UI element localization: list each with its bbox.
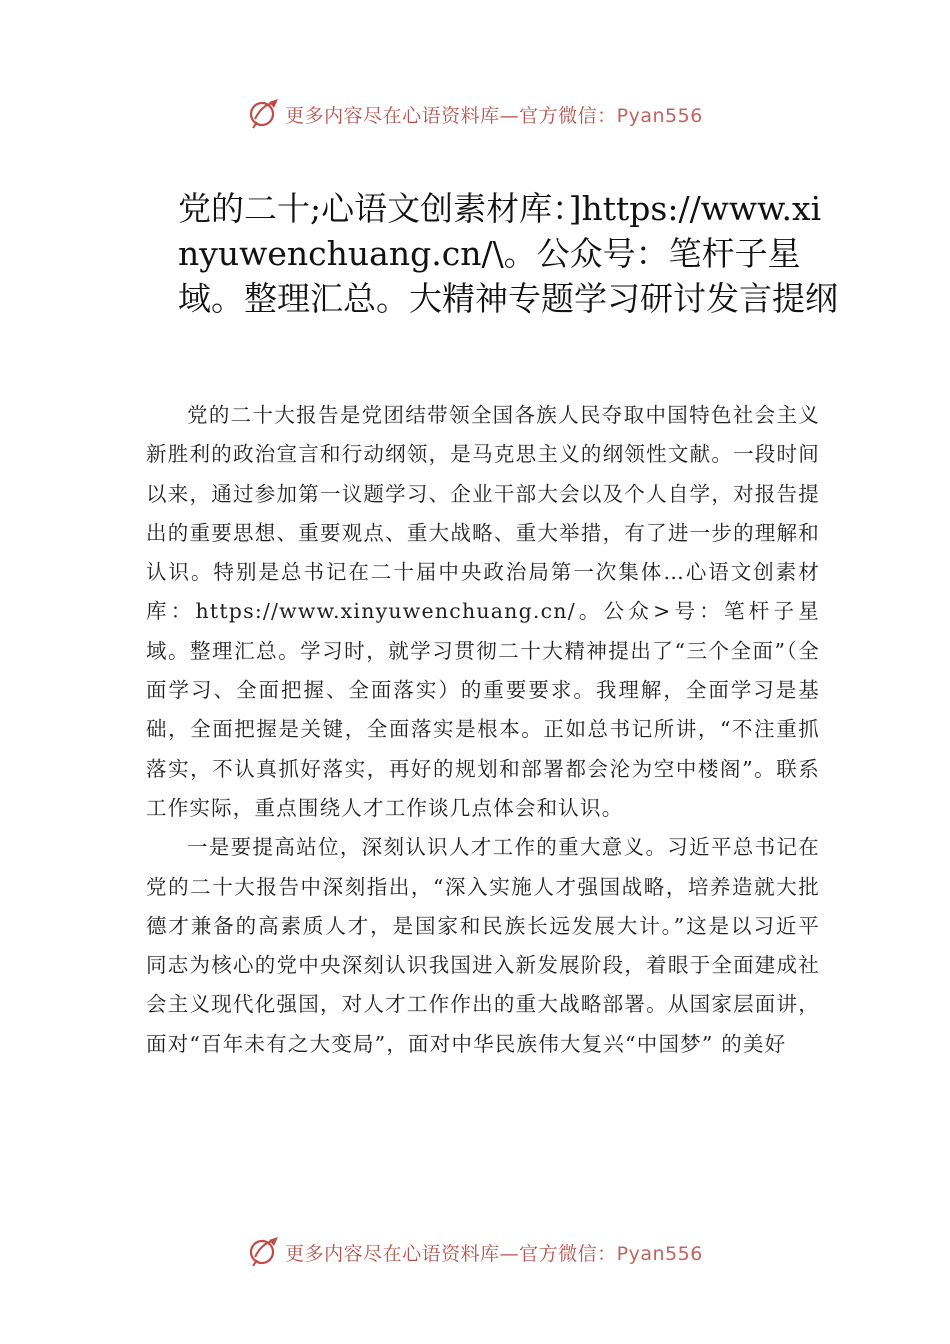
banner-text: 更多内容尽在心语资料库—官方微信：Pyan556 — [285, 1242, 703, 1265]
footer-banner — [0, 1232, 950, 1272]
paragraph: 党的二十大报告是党团结带领全国各族人民夺取中国特色社会主义新胜利的政治宣言和行动纲领，是马克思主义的纲领性文献。一段时间以来，通过参加第一议题学习、企业干部大会以及个人自学，对报告提出的重要思想、重要观点、重大战略、重大举措，有了进一步的理解和认识。特别是总书记在二十届中央政治局第一次集体…心语文创素材库：https://www.xinyuwenchuang.cn/。公众>号：笔杆子星域。整理汇总。学习时，就学习贯彻二十大精神提出了“三个全面”（全面学习、全面把握、全面落实）的重要要求。我理解，全面学习是基础，全面把握是关键，全面落实是根本。正如总书记所讲，“不注重抓落实，不认真抓好落实，再好的规划和部署都会沦为空中楼阁”。联系工作实际，重点围绕人才工作谈几点体会和认识。 — [146, 403, 820, 820]
banner-handle: Pyan556 — [616, 104, 703, 127]
header-banner — [0, 94, 950, 134]
document-body — [146, 396, 820, 1064]
pen-logo-icon — [247, 1235, 281, 1269]
banner-handle: Pyan556 — [616, 1242, 703, 1265]
paragraph: 一是要提高站位，深刻认识人才工作的重大意义。习近平总书记在党的二十大报告中深刻指出，“深入实施人才强国战略，培养造就大批德才兼备的高素质人才，是国家和民族长远发展大计。”这是以习近平同志为核心的党中央深刻认识我国进入新发展阶段，着眼于全面建成社会主义现代化强国，对人才工作作出的重大战略部署。从国家层面讲，面对“百年未有之大变局”，面对中华民族伟大复兴“中国梦” 的美好 — [146, 835, 820, 1056]
document-title: 党的二十;心语文创素材库：]https://www.xinyuwenchuang.cn/\。公众号：笔杆子星域。整理汇总。大精神专题学习研讨发言提纲 — [178, 189, 838, 318]
pen-logo-icon — [247, 97, 281, 131]
banner-text: 更多内容尽在心语资料库—官方微信：Pyan556 — [285, 104, 703, 127]
